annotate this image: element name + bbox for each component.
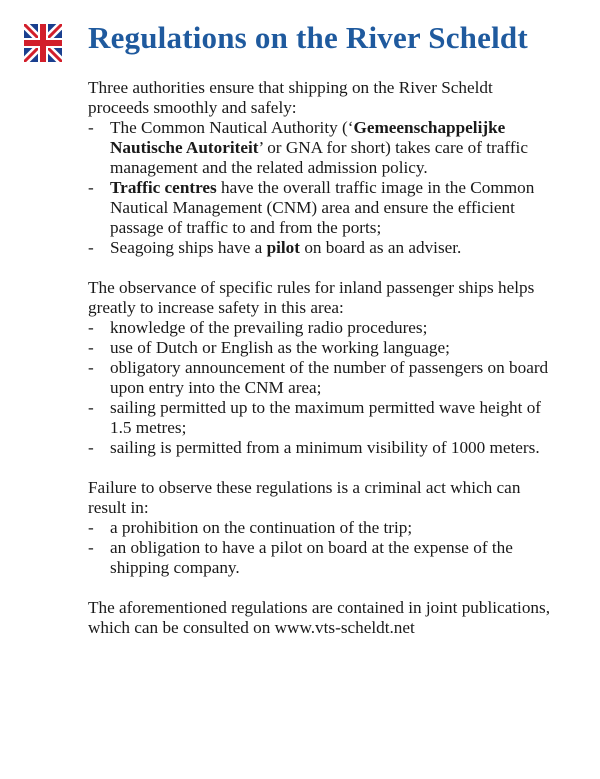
list-dash: -: [88, 318, 94, 337]
item-text-post: have the overall traffic image in the Common Nautical Management (CNM) area and ensure the efficient passage of traffic to and from the ports;: [110, 178, 535, 237]
item-text: obligatory announcement of the number of passengers on board upon entry into the CNM area;: [110, 358, 549, 397]
uk-flag-icon: [24, 24, 62, 62]
section2-intro: The observance of specific rules for inland passenger ships helps greatly to increase safety in this area:: [88, 278, 535, 317]
item-text: sailing is permitted from a minimum visibility of 1000 meters.: [110, 438, 540, 457]
list-dash: -: [88, 398, 94, 417]
list-item: [88, 358, 558, 398]
footer-text: The aforementioned regulations are contained in joint publications, which can be consulted on www.vts-scheldt.net: [88, 598, 551, 637]
item-text: use of Dutch or English as the working language;: [110, 338, 450, 357]
rules-list: [88, 318, 558, 458]
list-item: [88, 238, 558, 258]
page-title: Regulations on the River Scheldt: [88, 20, 528, 55]
list-item: [88, 438, 558, 458]
item-text: knowledge of the prevailing radio procedures;: [110, 318, 428, 337]
list-item: [88, 398, 558, 438]
consequences-list: [88, 518, 558, 578]
section3-intro: Failure to observe these regulations is a criminal act which can result in:: [88, 478, 521, 517]
list-dash: -: [88, 538, 94, 557]
item-text: an obligation to have a pilot on board at the expense of the shipping company.: [110, 538, 513, 577]
list-dash: -: [88, 338, 94, 357]
item-text-pre: The Common Nautical Authority (‘: [110, 118, 354, 137]
list-item: [88, 178, 558, 238]
list-dash: -: [88, 358, 94, 377]
item-text: sailing permitted up to the maximum permitted wave height of 1.5 metres;: [110, 398, 542, 437]
item-text-post: ’ or GNA for short) takes care of traffic management and the related admission policy.: [110, 138, 528, 177]
item-text-post: on board as an adviser.: [300, 238, 462, 257]
list-dash: -: [88, 118, 94, 137]
item-text: a prohibition on the continuation of the trip;: [110, 518, 413, 537]
list-item: [88, 318, 558, 338]
authority-list: [88, 118, 558, 258]
item-text-pre: Seagoing ships have a: [110, 238, 267, 257]
list-dash: -: [88, 438, 94, 457]
item-text-bold: pilot: [266, 238, 301, 257]
document-body: [88, 78, 558, 638]
list-dash: -: [88, 178, 94, 197]
list-dash: -: [88, 238, 94, 257]
item-text-bold: Gemeenschappelijke Nautische Autoriteit: [110, 118, 506, 157]
list-item: [88, 338, 558, 358]
list-dash: -: [88, 518, 94, 537]
section1-intro: Three authorities ensure that shipping on the River Scheldt proceeds smoothly and safely:: [88, 78, 493, 117]
item-text-bold: Traffic centres: [110, 178, 217, 197]
list-item: [88, 518, 558, 538]
list-item: [88, 538, 558, 578]
list-item: [88, 118, 558, 178]
